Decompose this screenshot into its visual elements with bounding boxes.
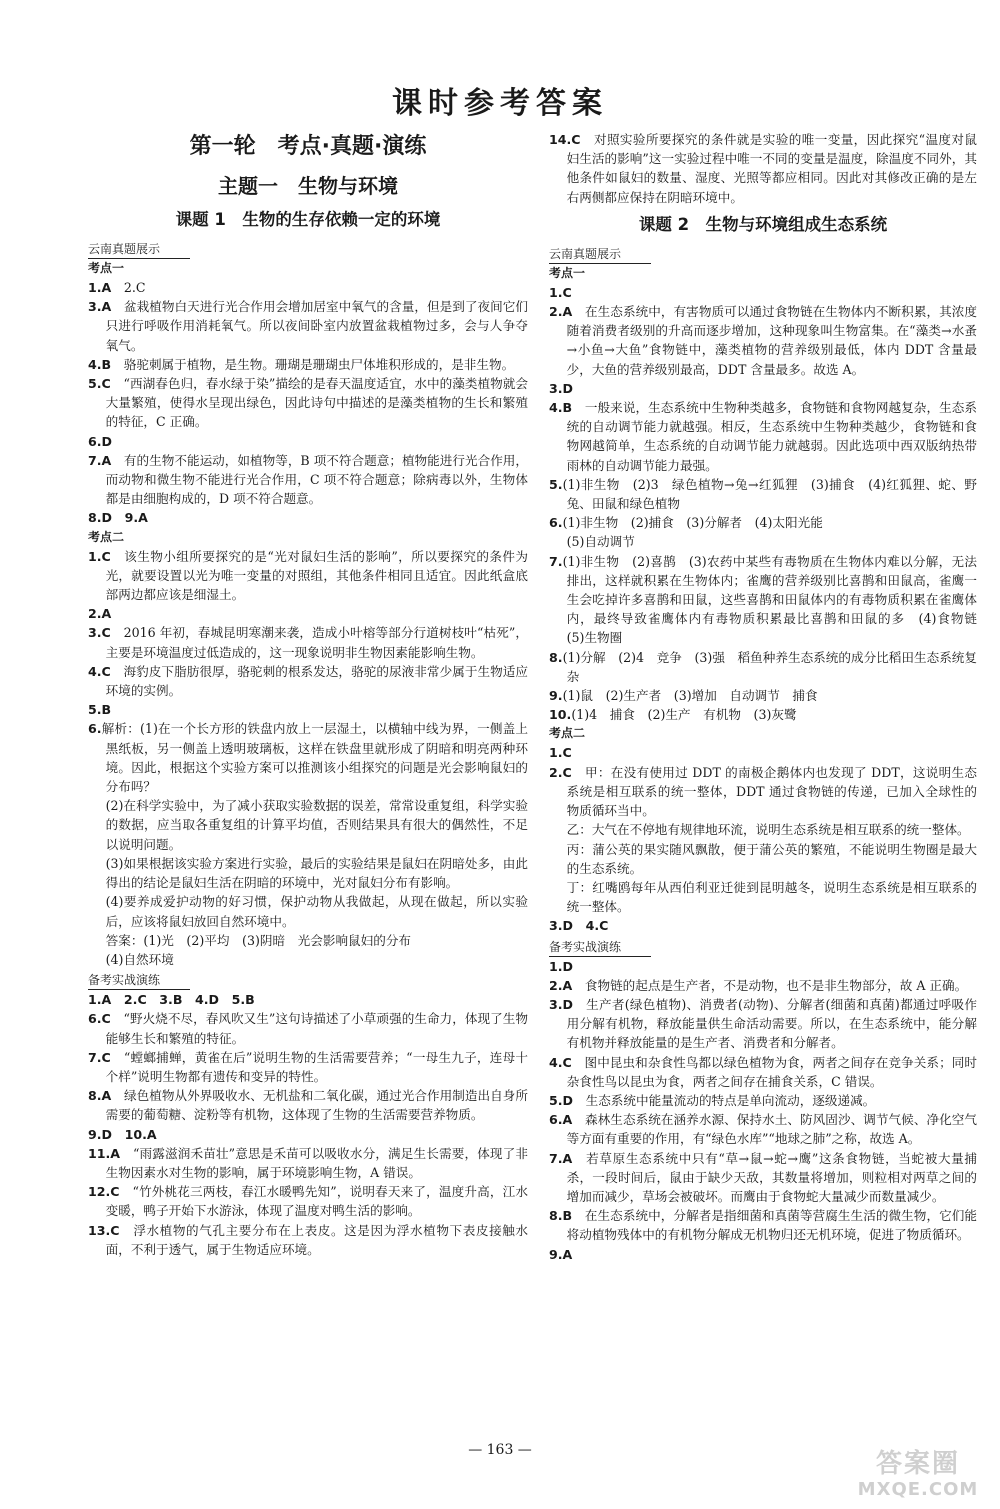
answer-item: 7.A 有的生物不能运动，如植物等，B 项不符合题意；植物能进行光合作用，而动物和微生物不能进行光合作用，C 项不符合题意；除病毒以外，生物体都是由细胞构成的，D 项不符合题意。 (88, 452, 528, 507)
answer-line: (5)自动调节 (566, 534, 635, 550)
answer-item: 1.D (549, 958, 574, 974)
point-1-heading: 考点一 (549, 265, 586, 280)
answer-item: 5.D 生态系统中能量流动的特点是单向流动，逐级递减。 (549, 1092, 876, 1108)
point-2-heading: 考点二 (88, 529, 125, 544)
answer-item: 2.A 在生态系统中，有害物质可以通过食物链在生物体内不断积累，其浓度随着消费者级别的升高而逐步增加，这种现象叫生物富集。在“藻类→水蚤→小鱼→大鱼”食物链中，藻类植物的营养级别最低，体内 DDT 含量最少，大鱼的营养级别最高，DDT 含量最多。故选 A。 (549, 304, 978, 377)
answer-item: 8.(1)分解 (2)4 竞争 (3)强 稻鱼种养生态系统的成分比稻田生态系统复杂 (549, 649, 977, 684)
answer-item: 4.C 海豹皮下脂肪很厚，骆驼刺的根系发达，骆驼的尿液非常少属于生物适应环境的实例。 (88, 663, 529, 699)
page-number: — 163 — (468, 1442, 532, 1458)
watermark-url: MXQE.COM (857, 1479, 979, 1500)
answer-item: 2.C 甲：在没有使用过 DDT 的南极企鹅体内也发现了 DDT，这说明生态系统是相互联系的统一整体，DDT 通过食物链的传递，已加入全球性的物质循环当中。 (549, 764, 978, 819)
answer-item: 7.A 若草原生态系统中只有“草→鼠→蛇→鹰”这条食物链，当蛇被大量捕杀，一段时间后，鼠由于缺少天敌，其数量将增加，则粒相对两草之间的增加而减少，草场会被破坏。而鹰由于食物蛇大量减少而数量减少。 (549, 1150, 977, 1204)
answer-item: 6.A 森林生态系统在涵养水源、保持水土、防风固沙、调节气候、净化空气等方面有重要的作用，有“绿色水库”“地球之肺”之称，故选 A。 (549, 1112, 978, 1147)
section-practice: 备考实战演练 (88, 971, 190, 990)
answer-item: 3.D (549, 380, 574, 396)
explanation-paragraph: 乙：大气在不停地有规律地环流，说明生态系统是相互联系的统一整体。 (566, 822, 970, 838)
answer-item: 1.A 2.C (88, 280, 146, 295)
explanation-paragraph: 丁：红嘴鸥每年从西伯利亚迁徙到昆明越冬，说明生态系统是相互联系的统一整体。 (566, 879, 977, 915)
explanation-paragraph: (3)如果根据该实验方案进行实验，最后的实验结果是鼠妇在阴暗处多，由此得出的结论是鼠妇生活在阴暗的环境中，光对鼠妇分布有影响。 (105, 855, 528, 891)
answer-item: 1.A 2.C 3.B 4.D 5.B (88, 992, 255, 1008)
point-1-heading: 考点一 (88, 261, 125, 275)
answer-item: 1.C (549, 745, 572, 761)
answer-item: 3.D 生产者(绿色植物)、消费者(动物)、分解者(细菌和真菌)都通过呼吸作用分解有机物，释放能量供生命活动需要。所以，在生态系统中，能分解有机物并释放能量的是生产者、消费者和分解者。 (549, 996, 977, 1051)
watermark-logo (848, 1448, 988, 1504)
explanation-paragraph: (4)要养成爱护动物的好习惯，保护动物从我做起，从现在做起，所以实验后，应该将鼠妇放回自然环境中。 (105, 894, 528, 929)
answer-item: 3.D 4.C (549, 918, 609, 934)
answer-item: 9.D 10.A (88, 1126, 157, 1142)
answer-item: 3.A 盆栽植物白天进行光合作用会增加居室中氧气的含量，但是到了夜间它们只进行呼吸作用消耗氧气。所以夜间卧室内放置盆栽植物过多，会与人争夺氧气。 (88, 299, 529, 353)
answer-item: 11.A “雨露滋润禾苗壮”意思是禾苗可以吸收水分，满足生长需要，体现了非生物因素水对生物的影响，属于环境影响生物，A 错误。 (88, 1145, 528, 1180)
answer-item: 1.C 该生物小组所要探究的是“光对鼠妇生活的影响”，所以要探究的条件为光，就要设置以光为唯一变量的对照组，其他条件相同且适宜。因此纸盒底部两边都应该是细湿土。 (88, 548, 528, 603)
answer-line: 答案：(1)光 (2)平均 (3)阴暗 光会影响鼠妇的分布 (105, 932, 412, 948)
answer-item: 8.D 9.A (88, 510, 148, 526)
answer-item: 10.(1)4 捕食 (2)生产 有机物 (3)灰鹭 (549, 707, 797, 723)
answer-item: 8.B 在生态系统中，分解者是指细菌和真菌等营腐生生活的微生物，它们能将动植物残体中的有机物分解成无机物归还无机环境，促进了物质循环。 (549, 1208, 978, 1243)
lesson-1-title: 课题 1 生物的生存依赖一定的环境 (175, 210, 441, 229)
answer-line: (4)自然环境 (105, 951, 174, 967)
answer-item: 12.C “竹外桃花三两枝，春江水暖鸭先知”，说明春天来了，温度升高，江水变暖，鸭子开始下水游泳，体现了温度对鸭生活的影响。 (88, 1184, 528, 1219)
answer-item: 8.A 绿色植物从外界吸收水、无机盐和二氧化碳，通过光合作用制造出自身所需要的葡萄糖、淀粉等有机物，这体现了生物的生活需要营养物质。 (88, 1088, 529, 1123)
answer-item: 2.A (88, 606, 112, 622)
explanation-paragraph: 丙：蒲公英的果实随风飘散，便于蒲公英的繁殖，不能说明生物圈是最大的生态系统。 (566, 841, 977, 876)
answer-item: 3.C 2016 年初，春城昆明寒潮来袭，造成小叶榕等部分行道树枝叶“枯死”，主要是环境温度过低造成的，这一现象说明非生物因素能影响生物。 (88, 625, 529, 660)
answer-item: 7.C “螳螂捕蝉，黄雀在后”说明生物的生活需要营养；“一母生九子，连母十个样”说明生物都有遗传和变异的特性。 (88, 1049, 528, 1084)
answer-item: 2.A 食物链的起点是生产者，不是动物，也不是非生物部分，故 A 正确。 (549, 977, 968, 993)
answer-item: 6.解析：(1)在一个长方形的铁盘内放上一层湿土，以横轴中线为界，一侧盖上黑纸板，另一侧盖上透明玻璃板，这样在铁盘里就形成了阴暗和明亮两种环境。因此，根据这个实验方案可以推测该小组探究的问题是光会影响鼠妇的分布吗？ (88, 721, 528, 795)
answer-item: 4.C 图中昆虫和杂食性鸟都以绿色植物为食，两者之间存在竞争关系；同时杂食性鸟以昆虫为食，两者之间存在捕食关系，C 错误。 (549, 1054, 978, 1089)
answer-item: 6.D (88, 433, 113, 449)
page-title: 课时参考答案 (392, 86, 608, 121)
answer-item: 5.C “西湖春色归，春水绿于染”描绘的是春天温度适宜，水中的藻类植物就会大量繁殖，使得水呈现出绿色，因此诗句中描述的是藻类植物的生长和繁殖的特征，C 正确。 (88, 376, 528, 430)
answer-item: 5.(1)非生物 (2)3 绿色植物→兔→红狐狸 (3)捕食 (4)红狐狸、蛇、野兔、田鼠和绿色植物 (549, 476, 977, 512)
left-column (88, 130, 528, 1259)
right-column (549, 130, 990, 1264)
section-yunnan-exam: 云南真题展示 (88, 240, 190, 259)
lesson-2-title: 课题 2 生物与环境组成生态系统 (638, 214, 888, 234)
section-practice: 备考实战演练 (549, 938, 651, 957)
section-yunnan-exam: 云南真题展示 (549, 245, 651, 264)
answer-item: 13.C 浮水植物的气孔主要分布在上表皮。这是因为浮水植物下表皮接触水面，不利于透气，属于生物适应环境。 (88, 1222, 529, 1257)
answer-item: 9.(1)鼠 (2)生产者 (3)增加 自动调节 捕食 (549, 688, 818, 704)
answer-item: 4.B 骆驼刺属于植物，是生物。珊瑚是珊瑚虫尸体堆积形成的，是非生物。 (88, 356, 515, 372)
round-title: 第一轮 考点·真题·演练 (189, 134, 427, 159)
answer-item: 7.(1)非生物 (2)喜鹊 (3)农药中某些有毒物质在生物体内难以分解，无法排出，这样就积累在生物体内；雀鹰的营养级别比喜鹊和田鼠高，雀鹰一生会吃掉许多喜鹊和田鼠，这些喜鹊和田鼠体内的有毒物质积累在雀鹰体内，最终导致雀鹰体内有毒物质积累最比喜鹊和田鼠的多 (4)食物链 (5)生物圈 (549, 553, 990, 646)
answer-item: 1.C (549, 284, 572, 300)
explanation-paragraph: (2)在科学实验中，为了减小获取实验数据的误差，常常设重复组，科学实验的数据，应当取各重复组的计算平均值，否则结果具有很大的偶然性，不足以说明问题。 (105, 798, 528, 852)
answer-item: 5.B (88, 702, 112, 718)
answer-item: 6.C “野火烧不尽，春风吹又生”这句诗描述了小草顽强的生命力，体现了生物能够生长和繁殖的特征。 (88, 1011, 528, 1046)
answer-item: 14.C 对照实验所要探究的条件就是实验的唯一变量，因此探究“温度对鼠妇生活的影响”这一实验过程中唯一不同的变量是温度，除温度不同外，其他条件如鼠妇的数量、湿度、光照等都应相同。因此对其修改正确的是左右两侧都应保持在阴暗环境中。 (549, 132, 977, 205)
answer-item: 9.A (549, 1246, 573, 1262)
theme-title: 主题一 生物与环境 (218, 174, 398, 198)
point-2-heading: 考点二 (549, 726, 586, 741)
answer-item: 4.B 一般来说，生态系统中生物种类越多，食物链和食物网越复杂，生态系统的自动调节能力就越强。相反，生态系统中生物种类越少，食物链和食物网越简单，生态系统的自动调节能力就越弱。因此选项中西双版纳热带雨林的自动调节能力最强。 (549, 400, 978, 473)
watermark-text: 答案圈 (875, 1449, 960, 1479)
answer-item: 6.(1)非生物 (2)捕食 (3)分解者 (4)太阳光能 (549, 515, 823, 531)
